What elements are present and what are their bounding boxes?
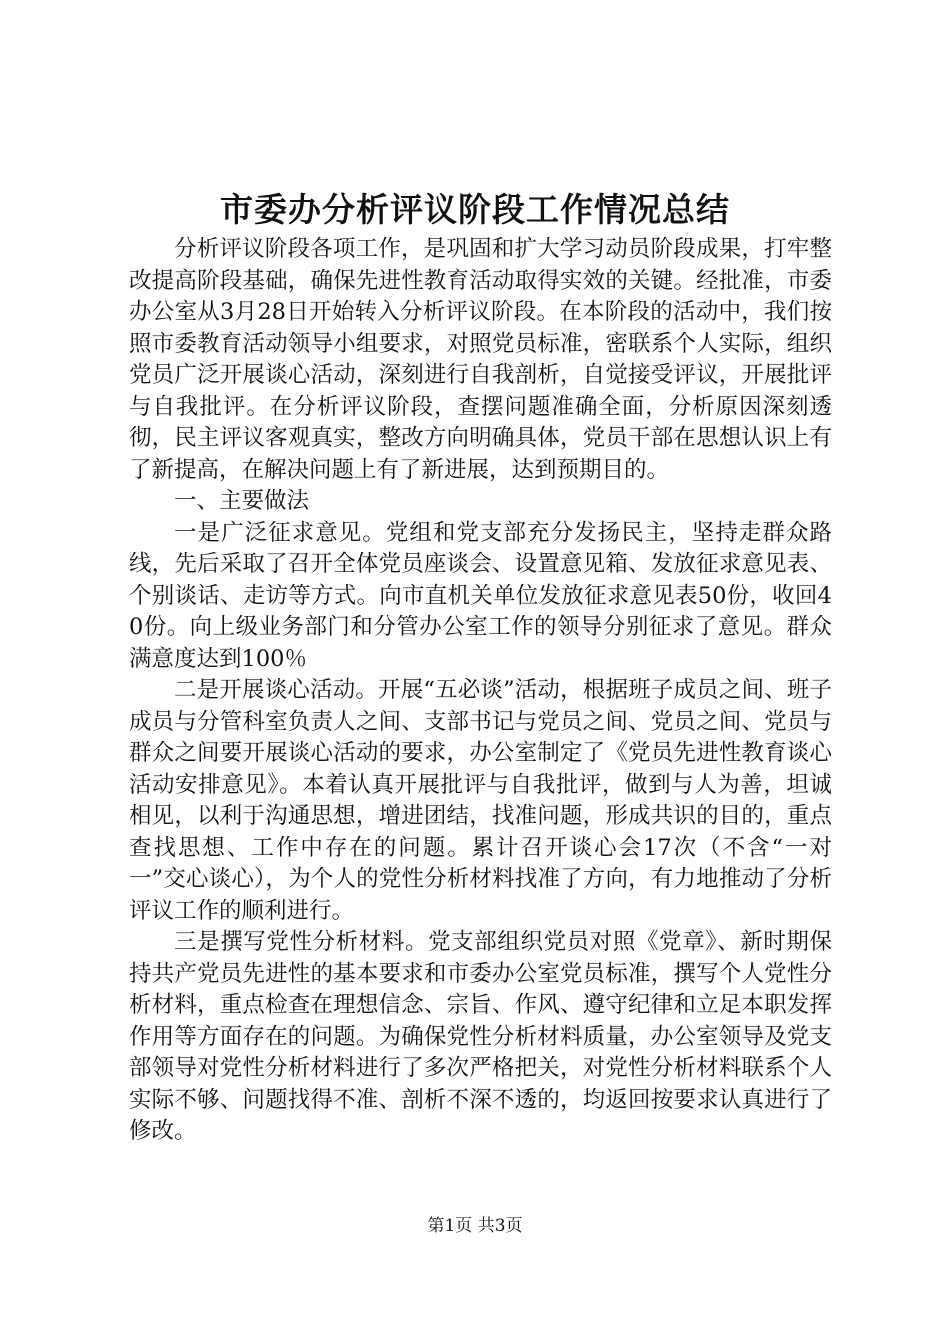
document-title: 市委办分析评议阶段工作情况总结 [220,190,730,229]
document-body [129,234,832,1148]
paragraph-heart-to-heart-talks: 二是开展谈心活动。开展“五必谈”活动，根据班子成员之间、班子成员与分管科室负责人之间、支部书记与党员之间、党员之间、党员与群众之间要开展谈心活动的要求，办公室制定了《党员先进性教育谈心活动安排意见》。本着认真开展批评与自我批评，做到与人为善，坦诚相见，以利于沟通思想，增进团结，找准问题，形成共识的目的，重点查找思想、工作中存在的问题。累计召开谈心会17次（不含“一对一”交心谈心），为个人的党性分析材料找准了方向，有力地推动了分析评议工作的顺利进行。 [129,677,832,924]
paragraph-solicit-opinions: 一是广泛征求意见。党组和党支部充分发扬民主，坚持走群众路线，先后采取了召开全体党员座谈会、设置意见箱、发放征求意见表、个别谈话、走访等方式。向市直机关单位发放征求意见表50份，收回40份。向上级业务部门和分管办公室工作的领导分别征求了意见。群众满意度达到100％ [129,519,832,672]
paragraph-intro: 分析评议阶段各项工作，是巩固和扩大学习动员阶段成果，打牢整改提高阶段基础，确保先进性教育活动取得实效的关键。经批准，市委办公室从3月28日开始转入分析评议阶段。在本阶段的活动中，我们按照市委教育活动领导小组要求，对照党员标准，密联系个人实际，组织党员广泛开展谈心活动，深刻进行自我剖析，自觉接受评议，开展批评与自我批评。在分析评议阶段，查摆问题准确全面，分析原因深刻透彻，民主评议客观真实，整改方向明确具体，党员干部在思想认识上有了新提高，在解决问题上有了新进展，达到预期目的。 [129,236,832,483]
section-heading-main-practices: 一、主要做法 [174,488,310,514]
paragraph-party-spirit-analysis: 三是撰写党性分析材料。党支部组织党员对照《党章》、新时期保持共产党员先进性的基本要求和市委办公室党员标准，撰写个人党性分析材料，重点检查在理想信念、宗旨、作风、遵守纪律和立足本职发挥作用等方面存在的问题。为确保党性分析材料质量，办公室领导及党支部领导对党性分析材料进行了多次严格把关，对党性分析材料联系个人实际不够、问题找得不准、剖析不深不透的，均返回按要求认真进行了修改。 [129,929,832,1144]
page-number-footer: 第1页 共3页 [427,1216,523,1236]
